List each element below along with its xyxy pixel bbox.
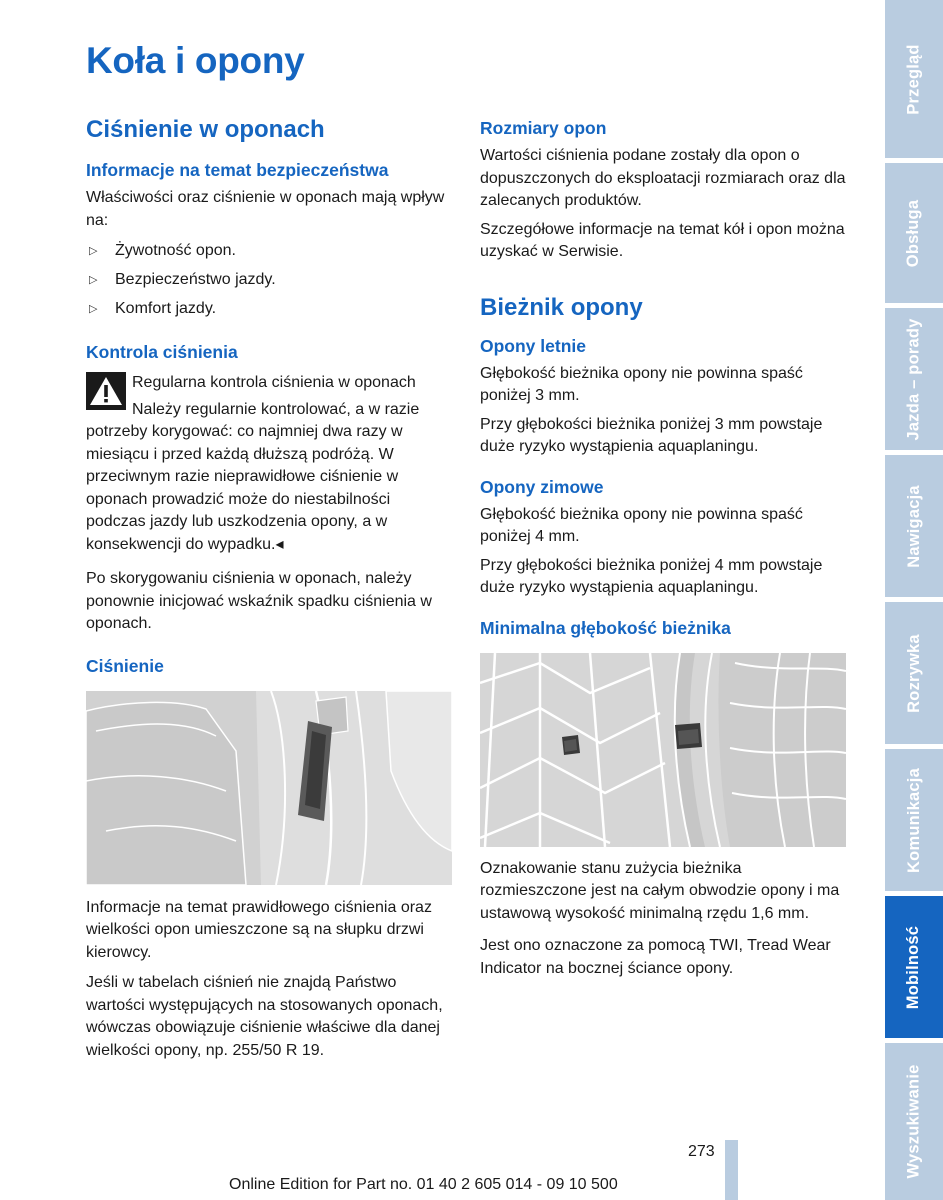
- right-column: [480, 118, 848, 986]
- page-number: 273: [688, 1143, 715, 1160]
- door-pillar-illustration: [86, 691, 452, 885]
- bullet-icon: ▷: [89, 303, 98, 315]
- list-item: ▷ Komfort jazdy.: [86, 298, 454, 320]
- warning-text: Należy regularnie kontrolować, a w razie potrzeby korygować: co najmniej dwa razy w miesiącu i przed każdą dłuższą podróżą. W przeciwnym razie nieprawidłowe ciśnienie w oponach prowadzić może do niestabilności podczas jazdy lub uszkodzenia opony, a w konsekwencji do wypadku.◂: [86, 400, 420, 553]
- list-item: ▷ Bezpieczeństwo jazdy.: [86, 269, 454, 291]
- tire-sizes-text: Wartości ciśnienia podane zostały dla opon o dopuszczonych do eksploatacji rozmiarach oraz dla zalecanych produktów.: [480, 147, 846, 209]
- heading-summer-tires: Opony letnie: [480, 335, 586, 356]
- tab-wyszukiwanie[interactable]: Wyszukiwanie: [885, 1043, 943, 1200]
- tab-jazda-porady[interactable]: Jazda – porady: [885, 308, 943, 450]
- footer-edition: Online Edition for Part no. 01 40 2 605 014 - 09 10 500: [229, 1176, 618, 1193]
- summer-depth-text: Głębokość bieżnika opony nie powinna spaść poniżej 3 mm.: [480, 364, 803, 404]
- page-marker-bar: [725, 1140, 738, 1200]
- heading-winter-tires: Opony zimowe: [480, 476, 604, 497]
- door-pillar-drawing: [86, 691, 452, 885]
- heading-minimum-depth: Minimalna głębokość bieżnika: [480, 617, 731, 638]
- safety-list: [86, 240, 454, 320]
- chapter-tabs: [885, 0, 943, 1200]
- tab-nawigacja[interactable]: Nawigacja: [885, 455, 943, 597]
- list-item: ▷ Żywotność opon.: [86, 240, 454, 262]
- twi-marking-text: Oznakowanie stanu zużycia bieżnika rozmieszczone jest na całym obwodzie opony i ma ustawową wysokość minimalną rzędu 1,6 mm.: [480, 859, 840, 922]
- section-title-tread: Bieżnik opony: [480, 293, 643, 321]
- bullet-icon: ▷: [89, 274, 98, 286]
- tab-rozrywka[interactable]: Rozrywka: [885, 602, 943, 744]
- heading-pressure: Ciśnienie: [86, 655, 164, 676]
- heading-safety: Informacje na temat bezpieczeństwa: [86, 160, 389, 180]
- tab-przeglad[interactable]: Przegląd: [885, 0, 943, 158]
- winter-depth-text: Głębokość bieżnika opony nie powinna spaść poniżej 4 mm.: [480, 505, 803, 545]
- tread-wear-illustration: [480, 653, 846, 847]
- after-correction-text: Po skorygowaniu ciśnienia w oponach, należy ponownie inicjować wskaźnik spadku ciśnienia w oponach.: [86, 570, 432, 632]
- pressure-info-text: Informacje na temat prawidłowego ciśnienia oraz wielkości opon umieszczone są na słupku drzwi kierowcy.: [86, 898, 432, 961]
- warning-title: Regularna kontrola ciśnienia w oponach: [132, 374, 416, 391]
- section-title-tire-pressure: Ciśnienie w oponach: [86, 116, 325, 143]
- tread-wear-drawing: [480, 653, 846, 847]
- warning-icon: [86, 372, 126, 410]
- tire-service-text: Szczegółowe informacje na temat kół i opon można uzyskać w Serwisie.: [480, 220, 845, 260]
- warning-block: [86, 372, 454, 556]
- heading-tire-sizes: Rozmiary opon: [480, 118, 607, 138]
- tab-komunikacja[interactable]: Komunikacja: [885, 749, 943, 891]
- tab-mobilnosc[interactable]: Mobilność: [885, 896, 943, 1038]
- tab-obsluga[interactable]: Obsługa: [885, 163, 943, 303]
- winter-aquaplaning-text: Przy głębokości bieżnika poniżej 4 mm powstaje duże ryzyko wystąpienia aquaplaningu.: [480, 556, 823, 596]
- pressure-table-text: Jeśli w tabelach ciśnień nie znajdą Państwo wartości występujących na stosowanych oponach, wówczas obowiązuje ciśnienie właściwe dla danej wielkości opony, np. 255/50 R 19.: [86, 974, 443, 1059]
- heading-pressure-control: Kontrola ciśnienia: [86, 342, 238, 362]
- left-column: [86, 116, 454, 1068]
- summer-aquaplaning-text: Przy głębokości bieżnika poniżej 3 mm powstaje duże ryzyko wystąpienia aquaplaningu.: [480, 415, 823, 455]
- twi-indicator-text: Jest ono oznaczone za pomocą TWI, Tread Wear Indicator na bocznej ściance opony.: [480, 937, 831, 977]
- bullet-icon: ▷: [89, 245, 98, 257]
- safety-intro: Właściwości oraz ciśnienie w oponach mają wpływ na:: [86, 189, 445, 229]
- page-title: Koła i opony: [86, 40, 305, 81]
